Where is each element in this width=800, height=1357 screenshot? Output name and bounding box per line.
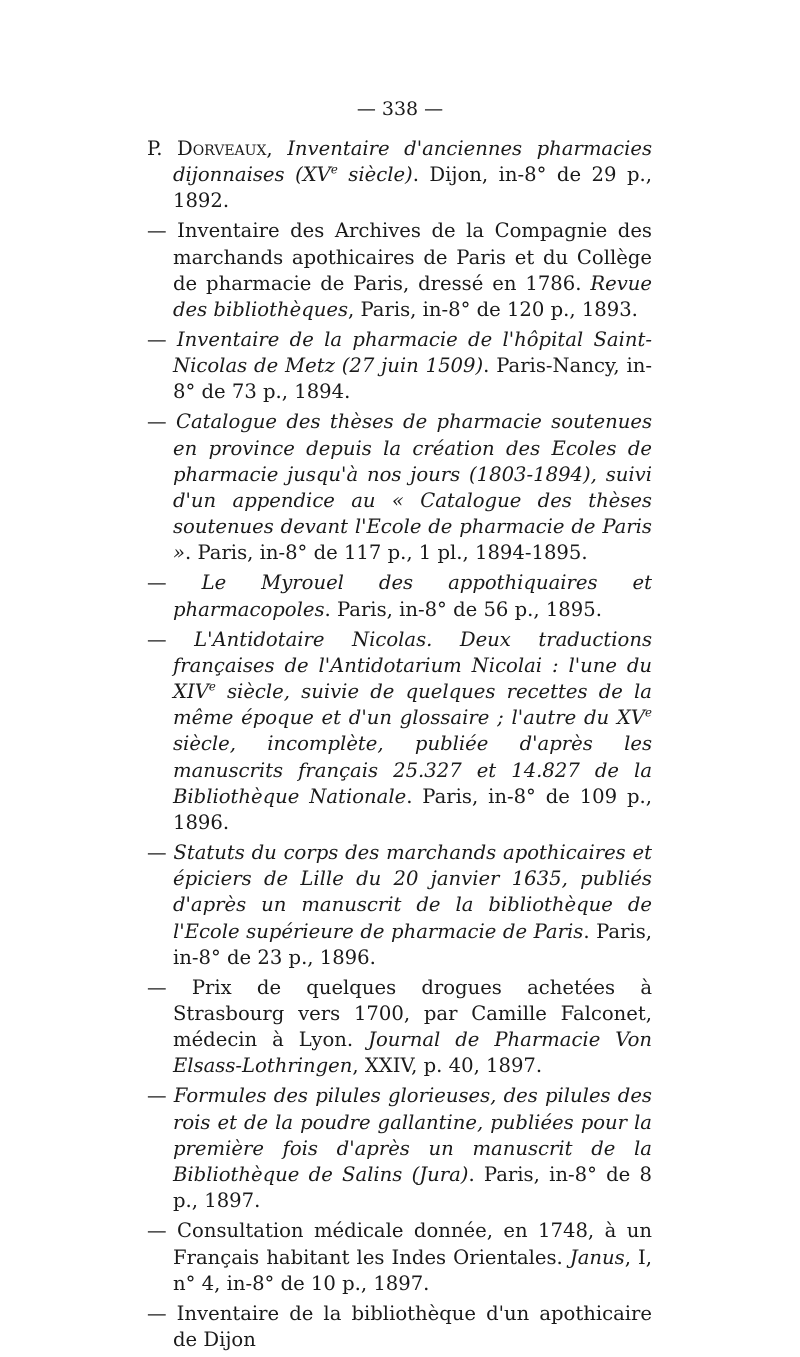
entry-text-segment: Formules des pilules glorieuses, des pilules des rois et de la poudre gallantine, publiées pour la première fois d'après un manuscrit de la Bibliothèque de Salins (Jura) xyxy=(173,1084,652,1187)
entry-text-segment: . Dijon, in-8° de 29 p., 1892. xyxy=(173,163,652,213)
bibliography-entry xyxy=(147,1301,652,1353)
entry-text-segment: siècle) xyxy=(337,163,413,187)
entry-text-segment: siècle, suivie de quelques recettes de la même époque et d'un glossaire ; l'autre du XV xyxy=(173,680,652,730)
entry-text-segment: — xyxy=(147,410,176,434)
entry-text-segment: , xyxy=(266,137,288,160)
entry-text-segment: L'Antidotaire Nicolas. Deux traductions françaises de l'Antidotarium Nicolai : l'une du XIV xyxy=(173,627,652,704)
entry-text-segment: P. xyxy=(147,137,177,160)
entry-text-segment: . Paris, in-8° de 8 p., 1897. xyxy=(173,1163,652,1213)
entry-text-segment: — Inventaire des Archives de la Compagnie des marchands apothicaires de Paris et du Collège de pharmacie de Paris, dressé en 1786. xyxy=(147,219,652,295)
entry-text-segment: , Paris, in-8° de 120 p., 1893. xyxy=(348,298,638,322)
entry-text-segment: Le Myrouel des appothiquaires et pharmacopoles xyxy=(173,571,652,621)
entry-text-segment: siècle, incomplète, publiée d'après les manuscrits français 25.327 et 14.827 de la Bibliothèque Nationale xyxy=(173,732,652,808)
entry-text-segment: . Paris, in-8° de 56 p., 1895. xyxy=(324,597,602,621)
entry-text-segment: , I, n° 4, in-8° de 10 p., 1897. xyxy=(173,1245,652,1295)
entry-text-segment: e xyxy=(330,162,338,177)
page-number: — 338 — xyxy=(356,98,444,120)
bibliography-entry xyxy=(147,840,652,971)
entry-text-segment: Inventaire d'anciennes pharmacies dijonnaises (XV xyxy=(173,137,652,187)
entry-text-segment: . Paris, in-8° de 117 p., 1 pl., 1894-1895. xyxy=(185,541,588,565)
bibliography-entry xyxy=(147,409,652,566)
bibliography-entry xyxy=(147,1218,652,1297)
entry-text-segment: e xyxy=(208,679,216,694)
bibliography-entry xyxy=(147,327,652,406)
entry-text-segment: — xyxy=(147,328,177,352)
entry-text-segment: Statuts du corps des marchands apothicaires et épiciers de Lille du 20 janvier 1635, publiés d'après un manuscrit de la bibliothèque de l'Ecole supérieure de pharmacie de Paris xyxy=(173,841,653,943)
entry-text-segment: . Paris, in-8° de 23 p., 1896. xyxy=(173,919,653,969)
entry-text-segment: Journal de Pharmacie Von Elsass-Lothringen xyxy=(173,1028,652,1078)
entry-text-segment: . Paris, in-8° de 109 p., 1896. xyxy=(173,784,652,835)
entry-text-segment: . Paris-Nancy, in-8° de 73 p., 1894. xyxy=(173,354,652,404)
bibliography-entry xyxy=(147,570,652,622)
entry-text-segment: — xyxy=(147,571,202,595)
entry-text-segment: — Inventaire de la bibliothèque d'un apothicaire de Dijon xyxy=(147,1301,652,1351)
entry-text-segment: — xyxy=(147,627,195,651)
bibliography-list xyxy=(147,136,652,1357)
entry-text-segment: Janus xyxy=(569,1245,625,1269)
entry-text-segment: e xyxy=(645,705,652,720)
entry-text-segment: Catalogue des thèses de pharmacie soutenues en province depuis la création des Ecoles de pharmacie jusqu'à nos jours (1803-1894), suivi d'un appendice au « Catalogue des thèses soutenues devant l'Ecole de pharmacie de Paris » xyxy=(173,410,653,565)
bibliography-entry xyxy=(147,136,652,215)
entry-text-segment: — xyxy=(147,841,174,865)
entry-text-segment: Dorveaux xyxy=(176,137,267,160)
entry-text-segment: Revue des bibliothèques xyxy=(173,271,652,322)
bibliography-entry xyxy=(147,627,652,837)
entry-text-segment: — xyxy=(147,1084,174,1108)
entry-text-segment: Inventaire de la pharmacie de l'hôpital Saint-Nicolas de Metz (27 juin 1509) xyxy=(173,328,652,378)
bibliography-entry xyxy=(147,1083,652,1214)
entry-text-segment: — Consultation médicale donnée, en 1748, à un Français habitant les Indes Orientales. xyxy=(147,1219,652,1269)
entry-text-segment: , XXIV, p. 40, 1897. xyxy=(352,1054,543,1078)
bibliography-entry xyxy=(147,975,652,1080)
bibliography-entry xyxy=(147,218,652,323)
entry-text-segment: — Prix de quelques drogues achetées à Strasbourg vers 1700, par Camille Falconet, médecin à Lyon. xyxy=(147,975,652,1052)
